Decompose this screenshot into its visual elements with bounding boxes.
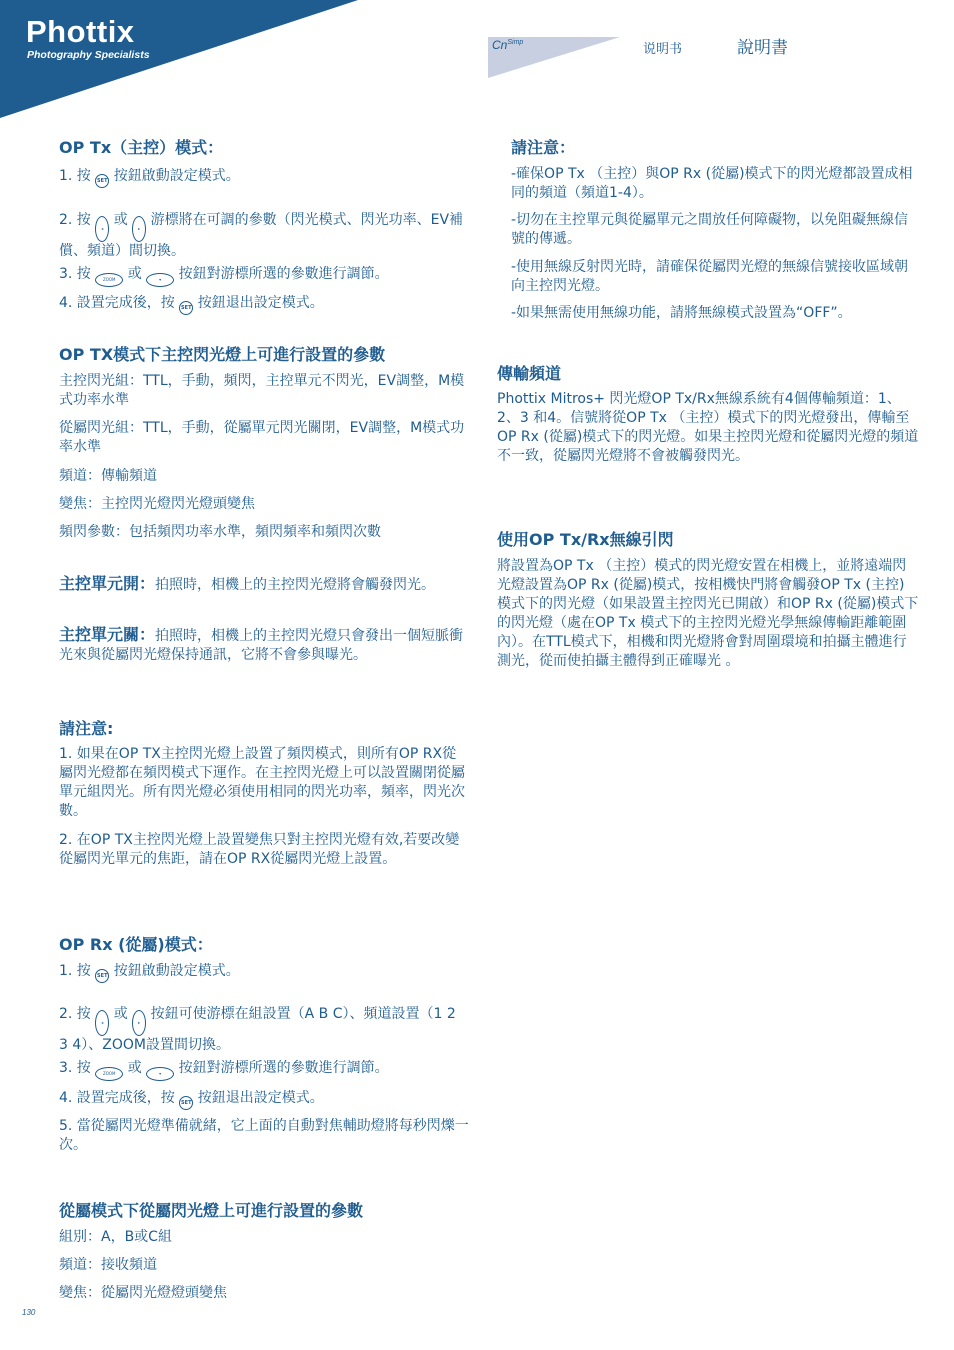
use-wireless-text: 將設置為OP Tx （主控）模式的閃光燈安置在相機上，並將遠端閃光燈設置為OP Rx (從屬)模式，按相機快門將會觸發OP Tx (主控) 模式下的閃光燈（如果設置主控閃光已開啟）和OP Rx (從屬)模式下的閃光燈（處在OP Tx 模式下的主控閃光燈光學無線傳輸距離範圍內）。在TTL模式下，相機和閃光燈將會對周圍環境和拍攝主體進行測光，從而使拍攝主體得到正確曝光 。 [497,558,919,669]
master-on-lead: 主控單元開： [59,574,156,593]
brand-tagline: Photography Specialists [27,49,150,61]
dial-right-icon: ▸ [132,1010,146,1036]
rx-step-5: 5. 當從屬閃光燈準備就緒，它上面的自動對焦輔助燈將每秒閃爍一次。 [59,1118,469,1153]
lang-code-text: Cn [492,38,508,52]
tx-step-2: 2. 按 ◂ 或 ▸ 游標將在可調的參數（閃光模式、閃光功率、EV補償、頻道）間切換。 [59,212,464,259]
rx-mode-title: OP Rx (從屬)模式： [59,935,213,954]
param-zoom: 變焦：主控閃光燈閃光燈頭變焦 [59,496,255,512]
zoom-up-icon: ZOOM [95,273,123,287]
set-button-icon: SET [179,301,193,315]
language-code [492,38,523,52]
slave-param-channel: 頻道：接收頻道 [59,1257,157,1273]
slave-param-group: 組別：A，B或C組 [59,1229,172,1245]
param-slave-group: 從屬閃光組：TTL，手動，從屬單元閃光關閉，EV調整，M模式功率水準 [59,420,465,455]
tx-step-4: 4. 設置完成後，按 SET 按鈕退出設定模式。 [59,294,469,315]
dial-left-icon: ◂ [95,216,109,242]
master-on-text: 主控單元開：拍照時，相機上的主控閃光燈將會觸發閃光。 [59,574,436,593]
lang-code-sup: Simp [507,39,524,46]
zoom-up-icon: ZOOM [95,1067,123,1081]
set-button-icon: SET [95,174,109,188]
channel-title: 傳輸頻道 [497,364,562,383]
tx-mode-title: OP Tx（主控）模式： [59,138,224,157]
tx-params-title: OP TX模式下主控閃光燈上可進行設置的參數 [59,345,386,364]
note-2: 2. 在OP TX主控閃光燈上設置變焦只對主控閃光燈有效,若要改變從屬閃光單元的焦距，請在OP RX從屬閃光燈上設置。 [59,832,460,867]
tx-step-3: 3. 按 ZOOM 或 ▾ 按鈕對游標所選的參數進行調節。 [59,265,469,287]
manual-label-traditional: 說明書 [737,38,788,58]
tx-step-1: 1. 按 SET 按鈕啟動設定模式。 [59,167,469,188]
master-off-text: 主控單元關：拍照時，相機上的主控閃光燈只會發出一個短脈衝光來與從屬閃光燈保持通訊，它將不會參與曝光。 [59,625,464,663]
note-title-right: 請注意： [511,138,576,157]
rx-step-3: 3. 按 ZOOM 或 ▾ 按鈕對游標所選的參數進行調節。 [59,1059,469,1081]
param-strobe: 頻閃參數：包括頻閃功率水準，頻閃頻率和頻閃次數 [59,524,381,540]
param-master-group: 主控閃光組：TTL，手動，頻閃，主控單元不閃光，EV調整，M模式功率水準 [59,373,465,408]
note-bounce-flash: -使用無線反射閃光時，請確保從屬閃光燈的無線信號接收區域朝向主控閃光燈。 [511,259,909,294]
rx-step-2: 2. 按 ◂ 或 ▸ 按鈕可使游標在組設置（A B C）、頻道設置（1 2 3 4）、ZOOM設置間切換。 [59,1006,456,1053]
note-1: 1. 如果在OP TX主控閃光燈上設置了頻閃模式，則所有OP RX從屬閃光燈都在頻閃模式下運作。在主控閃光燈上可以設置關閉從屬單元組閃光。所有閃光燈必須使用相同的閃光功率，頻率，閃光次數。 [59,746,465,819]
rx-step-4: 4. 設置完成後，按 SET 按鈕退出設定模式。 [59,1089,469,1110]
dial-left-icon: ◂ [95,1010,109,1036]
slave-params-title: 從屬模式下從屬閃光燈上可進行設置的參數 [59,1201,364,1220]
slave-param-zoom: 變焦：從屬閃光燈燈頭變焦 [59,1285,227,1301]
set-button-icon: SET [179,1096,193,1110]
note-no-obstacles: -切勿在主控單元與從屬單元之間放任何障礙物，以免阻礙無線信號的傳遞。 [511,212,909,247]
master-off-lead: 主控單元關： [59,625,156,644]
manual-label-simplified: 说明书 [643,42,683,57]
note-title-left: 請注意: [59,719,114,738]
zoom-down-icon: ▾ [146,1067,174,1081]
note-channel-match: -確保OP Tx （主控）與OP Rx (從屬)模式下的閃光燈都設置成相同的頻道（頻道1-4）。 [511,166,913,201]
param-channel: 頻道：傳輸頻道 [59,468,157,484]
channel-text: Phottix Mitros+ 閃光燈OP Tx/Rx無線系統有4個傳輸頻道：1、2、3 和4。信號將從OP Tx （主控）模式下的閃光燈發出，傳輸至OP Rx (從屬)模式下的閃光燈。如果主控閃光燈和從屬閃光燈的頻道不一致，從屬閃光燈將不會被觸發閃光。 [497,391,919,464]
note-wireless-off: -如果無需使用無線功能，請將無線模式設置為“OFF”。 [511,305,852,321]
set-button-icon: SET [95,969,109,983]
use-wireless-title: 使用OP Tx/Rx無線引閃 [497,530,674,549]
page-number: 130 [22,1308,36,1317]
rx-step-1: 1. 按 SET 按鈕啟動設定模式。 [59,962,469,983]
zoom-down-icon: ▾ [146,273,174,287]
header-banner [0,0,954,130]
dial-right-icon: ▸ [132,216,146,242]
brand-logo: Phottix [26,14,135,49]
